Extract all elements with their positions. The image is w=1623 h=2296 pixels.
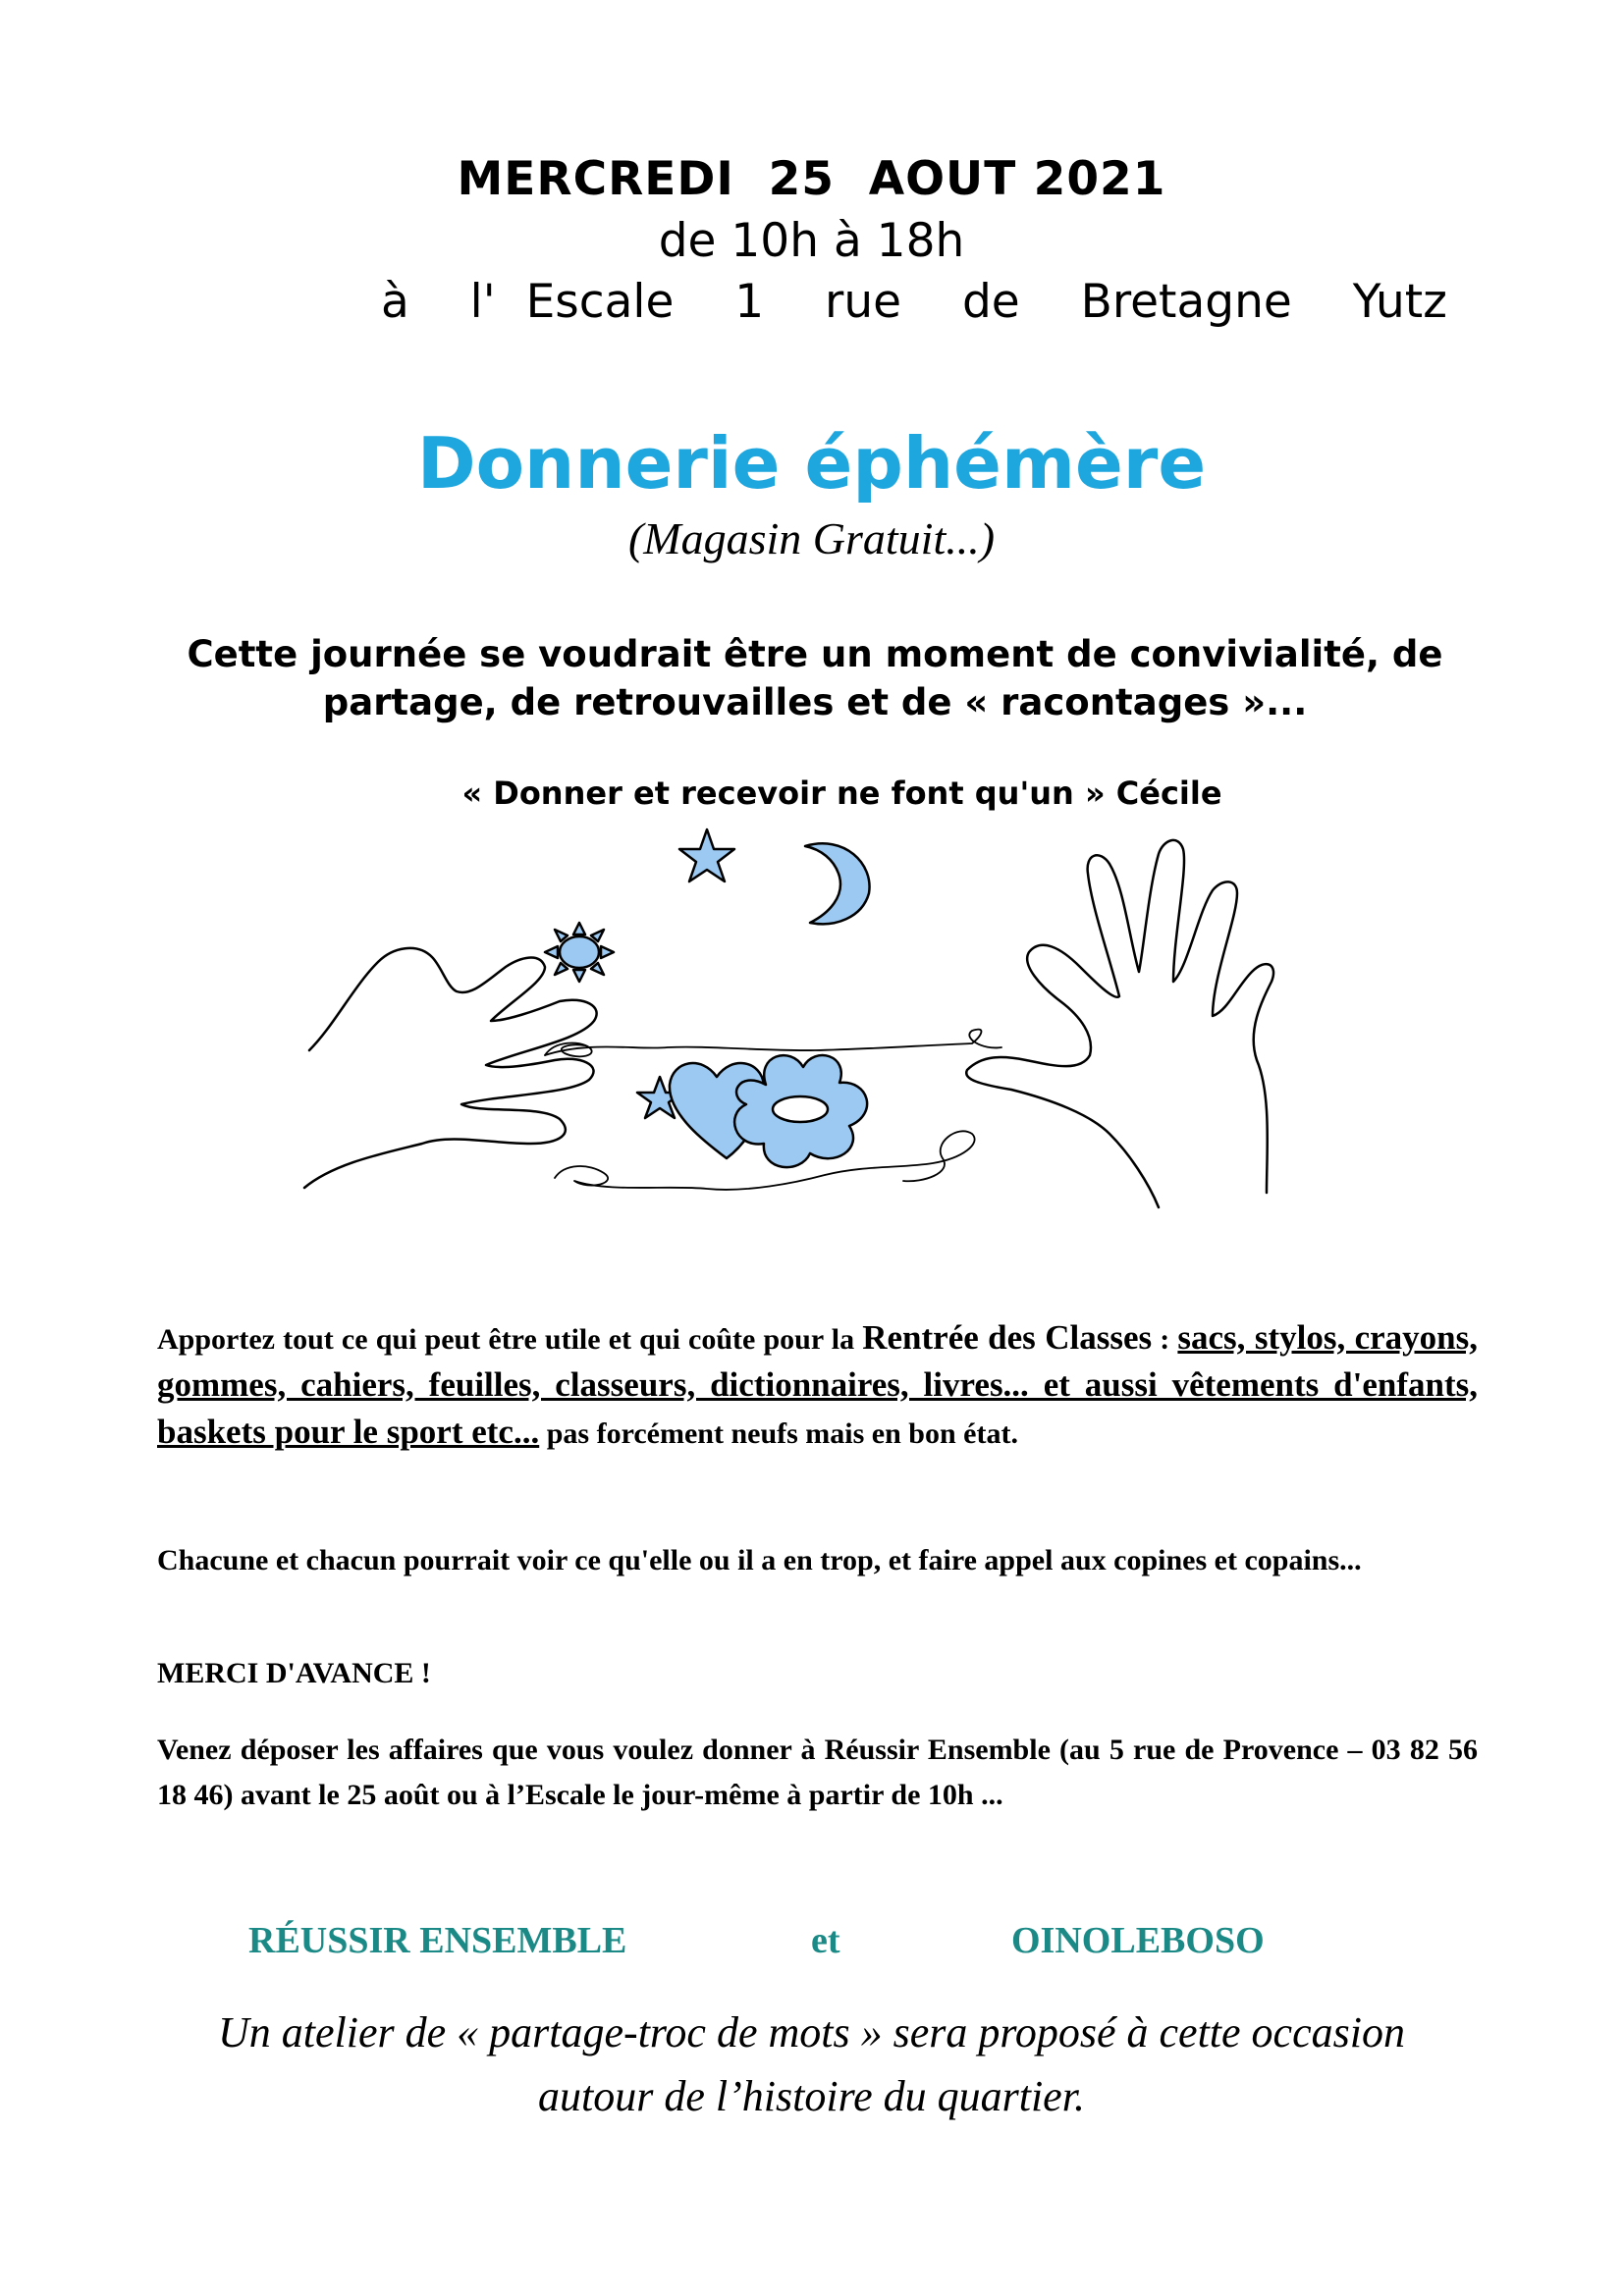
organizer-reussir-ensemble: RÉUSSIR ENSEMBLE	[248, 1920, 627, 1961]
giving-hands-illustration	[295, 820, 1276, 1212]
bring-items-list: sacs, stylos, crayons, gommes, cahiers, feuilles, classeurs, dictionnaires, livres... et aussi vêtements d'enfants, baskets pour le sport etc...	[157, 1318, 1478, 1451]
workshop-line-2: autour de l’histoire du quartier.	[538, 2072, 1085, 2120]
star-icon	[679, 829, 734, 881]
page-title: Donnerie éphémère	[416, 422, 1207, 505]
sun-icon	[545, 923, 614, 982]
left-hand-drawing	[304, 948, 597, 1188]
workshop-line-1: Un atelier de « partage-troc de mots » sera proposé à cette occasion	[218, 2008, 1405, 2056]
everyone-paragraph: Chacune et chacun pourrait voir ce qu'elle ou il a en trop, et faire appel aux copines et copains...	[157, 1544, 1362, 1576]
organizer-connector: et	[811, 1920, 840, 1961]
right-hand-drawing	[966, 840, 1273, 1207]
page-subtitle: (Magasin Gratuit...)	[627, 513, 996, 563]
event-hours: de 10h à 18h	[658, 214, 965, 268]
drop-off-paragraph: Venez déposer les affaires que vous voulez donner à Réussir Ensemble (au 5 rue de Provence – 03 82 56 18 46) avant le 25 août ou à l’Escale le jour-même à partir de 10h ...	[157, 1734, 1478, 1811]
intro-text: Cette journée se voudrait être un moment de convivialité, de partage, de retrouvailles et de « racontages »...	[187, 633, 1443, 723]
organizer-oinoleboso: OINOLEBOSO	[1011, 1920, 1265, 1961]
thanks-text: MERCI D'AVANCE !	[157, 1657, 431, 1689]
upper-string-drawing	[545, 1030, 1001, 1055]
bring-items-paragraph	[157, 1315, 1478, 1457]
quote-text: « Donner et recevoir ne font qu'un » Cécile	[461, 774, 1222, 812]
bring-highlight: Rentrée des Classes	[862, 1318, 1153, 1357]
bring-colon: :	[1152, 1323, 1170, 1356]
bring-tail: pas forcément neufs mais en bon état.	[539, 1417, 1018, 1450]
bring-lead: Apportez tout ce qui peut être utile et qui coûte pour la	[157, 1323, 863, 1356]
event-date: MERCREDI 25 AOUT 2021	[457, 152, 1166, 206]
event-address: à l' Escale 1 rue de Bretagne Yutz	[381, 275, 1447, 329]
moon-icon	[805, 843, 870, 924]
